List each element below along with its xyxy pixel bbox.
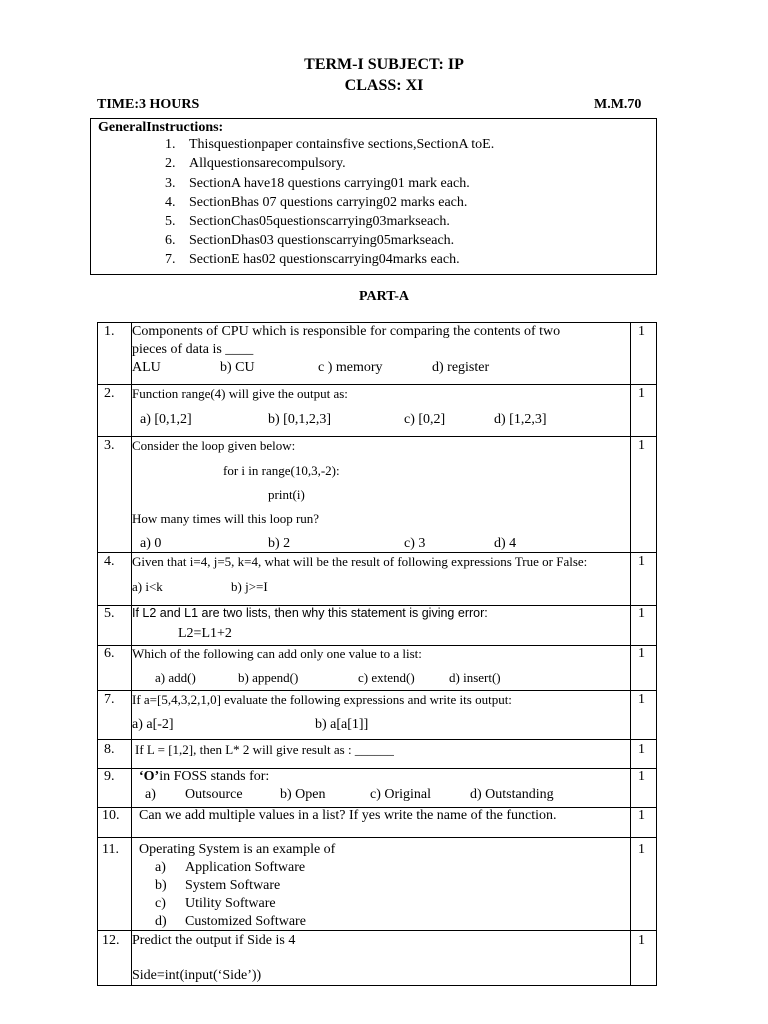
instruction-number: 6. bbox=[165, 233, 176, 248]
question-number: 1. bbox=[104, 324, 115, 339]
row-divider bbox=[97, 930, 657, 931]
question-number: 10. bbox=[102, 808, 120, 823]
option-letter: a) bbox=[145, 787, 156, 802]
column-divider bbox=[630, 322, 631, 986]
paper-title: TERM-I SUBJECT: IP bbox=[304, 56, 464, 73]
question-marks: 1 bbox=[638, 438, 645, 453]
code-line: for i in range(10,3,-2): bbox=[223, 463, 340, 478]
question-marks: 1 bbox=[638, 842, 645, 857]
question-text: Given that i=4, j=5, k=4, what will be the result of following expressions True or False: bbox=[132, 554, 588, 569]
option: c ) memory bbox=[318, 360, 383, 375]
question-text: Which of the following can add only one value to a list: bbox=[132, 646, 422, 661]
question-marks: 1 bbox=[638, 646, 645, 661]
option: a) i<k bbox=[132, 579, 163, 594]
question-marks: 1 bbox=[638, 554, 645, 569]
code-line: L2=L1+2 bbox=[178, 626, 232, 641]
question-text: pieces of data is ____ bbox=[132, 342, 254, 357]
question-text bbox=[139, 769, 269, 785]
question-number: 9. bbox=[104, 769, 115, 784]
row-divider bbox=[97, 690, 657, 691]
code-line: print(i) bbox=[268, 487, 305, 502]
question-marks: 1 bbox=[638, 324, 645, 339]
instruction-number: 7. bbox=[165, 252, 176, 267]
option: a) [0,1,2] bbox=[140, 412, 192, 427]
option: d) [1,2,3] bbox=[494, 412, 547, 427]
row-divider bbox=[97, 739, 657, 740]
instruction-item: Thisquestionpaper containsfive sections,SectionA toE. bbox=[189, 137, 495, 152]
question-text: Consider the loop given below: bbox=[132, 438, 296, 453]
row-divider bbox=[97, 837, 657, 838]
option: a) a[-2] bbox=[132, 717, 174, 732]
instruction-number: 3. bbox=[165, 176, 176, 191]
option: b) Open bbox=[280, 787, 326, 802]
question-text: How many times will this loop run? bbox=[132, 511, 320, 526]
option: b) [0,1,2,3] bbox=[268, 412, 331, 427]
option: d) Outstanding bbox=[470, 787, 554, 802]
question-marks: 1 bbox=[638, 692, 645, 707]
option: c) Original bbox=[370, 787, 432, 802]
question-number: 11. bbox=[102, 842, 119, 857]
question-text: Function range(4) will give the output as: bbox=[132, 386, 348, 401]
question-text: If a=[5,4,3,2,1,0] evaluate the following expressions and write its output: bbox=[132, 692, 512, 707]
question-text: If L2 and L1 are two lists, then why this statement is giving error: bbox=[132, 606, 488, 620]
question-marks: 1 bbox=[638, 769, 645, 784]
question-number: 8. bbox=[104, 742, 115, 757]
option: d) register bbox=[432, 360, 490, 375]
question-number: 12. bbox=[102, 933, 120, 948]
question-text-rest: in FOSS stands for: bbox=[159, 769, 270, 784]
option: b) append() bbox=[238, 670, 299, 685]
option: b) 2 bbox=[268, 536, 291, 551]
option: b) CU bbox=[220, 360, 255, 375]
question-marks: 1 bbox=[638, 742, 645, 757]
table-border bbox=[97, 322, 98, 986]
option-letter: c) bbox=[155, 896, 166, 911]
question-marks: 1 bbox=[638, 933, 645, 948]
part-title: PART-A bbox=[358, 289, 410, 304]
option: c) extend() bbox=[358, 670, 415, 685]
question-number: 6. bbox=[104, 646, 115, 661]
option: Utility Software bbox=[185, 896, 276, 911]
option: Customized Software bbox=[185, 914, 306, 929]
instruction-item: Allquestionsarecompulsory. bbox=[189, 156, 346, 171]
table-border bbox=[656, 322, 657, 986]
instruction-number: 4. bbox=[165, 195, 176, 210]
question-text: If L = [1,2], then L* 2 will give result as : ______ bbox=[135, 742, 394, 757]
question-text: Can we add multiple values in a list? If yes write the name of the function. bbox=[139, 808, 557, 823]
instruction-item: SectionE has02 questionscarrying04marks each. bbox=[189, 252, 460, 267]
option: c) [0,2] bbox=[404, 412, 446, 427]
row-divider bbox=[97, 384, 657, 385]
question-marks: 1 bbox=[638, 606, 645, 621]
question-number: 7. bbox=[104, 692, 115, 707]
option: a) 0 bbox=[140, 536, 162, 551]
option: b) a[a[1]] bbox=[315, 717, 369, 732]
instruction-item: SectionDhas03 questionscarrying05markseach. bbox=[189, 233, 455, 248]
row-divider bbox=[97, 985, 657, 986]
class-line: CLASS: XI bbox=[344, 77, 424, 94]
question-marks: 1 bbox=[638, 808, 645, 823]
row-divider bbox=[97, 322, 657, 323]
question-text: Operating System is an example of bbox=[139, 842, 336, 857]
instruction-number: 5. bbox=[165, 214, 176, 229]
option: b) j>=I bbox=[231, 579, 268, 594]
option: a) add() bbox=[155, 670, 196, 685]
option: Application Software bbox=[185, 860, 306, 875]
option: d) insert() bbox=[449, 670, 501, 685]
question-number: 3. bbox=[104, 438, 115, 453]
option: c) 3 bbox=[404, 536, 426, 551]
instruction-number: 1. bbox=[165, 137, 176, 152]
instruction-item: SectionA have18 questions carrying01 mark each. bbox=[189, 176, 470, 191]
instruction-item: SectionBhas 07 questions carrying02 marks each. bbox=[189, 195, 468, 210]
question-number: 5. bbox=[104, 606, 115, 621]
instruction-item: SectionChas05questionscarrying03markseach. bbox=[189, 214, 450, 229]
option: System Software bbox=[185, 878, 281, 893]
option: ALU bbox=[132, 360, 161, 375]
option: d) 4 bbox=[494, 536, 517, 551]
question-text: Components of CPU which is responsible for comparing the contents of two bbox=[132, 324, 561, 339]
code-line: Side=int(input(‘Side’)) bbox=[132, 968, 262, 983]
instruction-number: 2. bbox=[165, 156, 176, 171]
question-marks: 1 bbox=[638, 386, 645, 401]
option-letter: b) bbox=[155, 878, 167, 893]
row-divider bbox=[97, 552, 657, 553]
instructions-heading: GeneralInstructions: bbox=[98, 120, 224, 135]
option-letter: d) bbox=[155, 914, 167, 929]
option: Outsource bbox=[185, 787, 243, 802]
question-number: 4. bbox=[104, 554, 115, 569]
row-divider bbox=[97, 436, 657, 437]
question-text: Predict the output if Side is 4 bbox=[132, 933, 296, 948]
option-letter: a) bbox=[155, 860, 166, 875]
question-number: 2. bbox=[104, 386, 115, 401]
question-emphasis: ‘O’ bbox=[139, 769, 160, 784]
max-marks-label: M.M.70 bbox=[594, 97, 642, 112]
time-label: TIME:3 HOURS bbox=[97, 97, 200, 112]
